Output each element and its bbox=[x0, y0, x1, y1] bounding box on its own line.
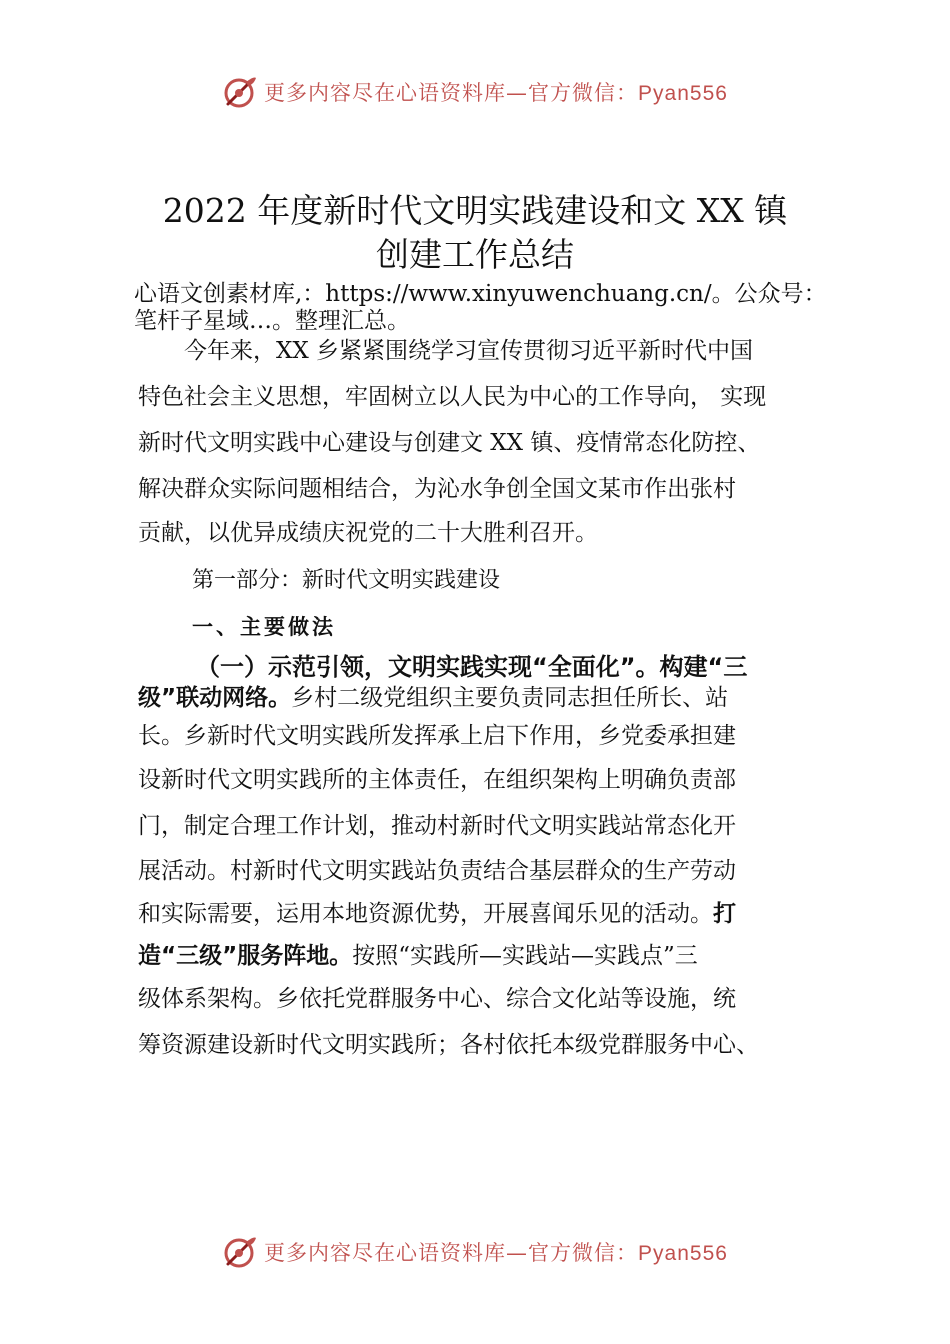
body-line-4: 设新时代文明实践所的主体责任，在组织架构上明确负责部 bbox=[138, 767, 736, 793]
body-line-2-bold: 级”联动网络。 bbox=[138, 685, 292, 711]
body-line-1: （一）示范引领，文明实践实现“全面化”。构建“三 bbox=[196, 653, 748, 681]
banner-text: 更多内容尽在心语资料库—官方微信：Pyan556 bbox=[264, 1241, 728, 1265]
brush-logo-icon bbox=[222, 1234, 258, 1270]
intro-line-5: 贡献，以优异成绩庆祝党的二十大胜利召开。 bbox=[138, 520, 598, 546]
body-line-8-bold: 造“三级”服务阵地。 bbox=[138, 943, 353, 969]
body-line-8 bbox=[138, 941, 858, 971]
body-line-2 bbox=[138, 683, 858, 713]
intro-line-3: 新时代文明实践中心建设与创建文 XX 镇、疫情常态化防控、 bbox=[138, 430, 761, 456]
document-title-line-1: 2022 年度新时代文明实践建设和文 XX 镇 bbox=[162, 191, 788, 230]
intro-line-2: 特色社会主义思想，牢固树立以人民为中心的工作导向， 实现 bbox=[138, 384, 767, 410]
part-one-heading: 第一部分：新时代文明实践建设 bbox=[192, 568, 501, 593]
intro-line-1: 今年来，XX 乡紧紧围绕学习宣传贯彻习近平新时代中国 bbox=[184, 338, 754, 364]
source-line-2: 笔杆子星域…。整理汇总。 bbox=[134, 308, 410, 334]
footer-banner bbox=[0, 1232, 950, 1272]
body-line-7-bold: 打 bbox=[713, 901, 736, 927]
body-line-9: 级体系架构。乡依托党群服务中心、综合文化站等设施，统 bbox=[138, 986, 736, 1012]
intro-line-4: 解决群众实际问题相结合，为沁水争创全国文某市作出张村 bbox=[138, 476, 736, 502]
body-line-3: 长。乡新时代文明实践所发挥承上启下作用，乡党委承担建 bbox=[138, 723, 736, 749]
header-banner bbox=[0, 72, 950, 112]
body-line-2-text: 乡村二级党组织主要负责同志担任所长、站 bbox=[291, 685, 729, 711]
body-line-5: 门，制定合理工作计划，推动村新时代文明实践站常态化开 bbox=[138, 813, 736, 839]
body-line-7-text: 和实际需要，运用本地资源优势，开展喜闻乐见的活动。 bbox=[138, 901, 713, 927]
wechat-id: Pyan556 bbox=[638, 1242, 728, 1265]
section-one-heading: 一、主要做法 bbox=[192, 615, 336, 639]
body-line-10: 筹资源建设新时代文明实践所；各村依托本级党群服务中心、 bbox=[138, 1032, 759, 1058]
wechat-id: Pyan556 bbox=[638, 82, 728, 105]
body-line-6: 展活动。村新时代文明实践站负责结合基层群众的生产劳动 bbox=[138, 858, 736, 884]
brush-logo-icon bbox=[222, 74, 258, 110]
document-title-line-2: 创建工作总结 bbox=[376, 235, 574, 274]
source-line-1: 心语文创素材库,：https://www.xinyuwenchuang.cn/。公众号： bbox=[134, 281, 827, 307]
banner-text: 更多内容尽在心语资料库—官方微信：Pyan556 bbox=[264, 81, 728, 105]
body-line-7 bbox=[138, 899, 858, 929]
body-line-8-text: 按照“实践所—实践站—实践点”三 bbox=[352, 943, 698, 969]
